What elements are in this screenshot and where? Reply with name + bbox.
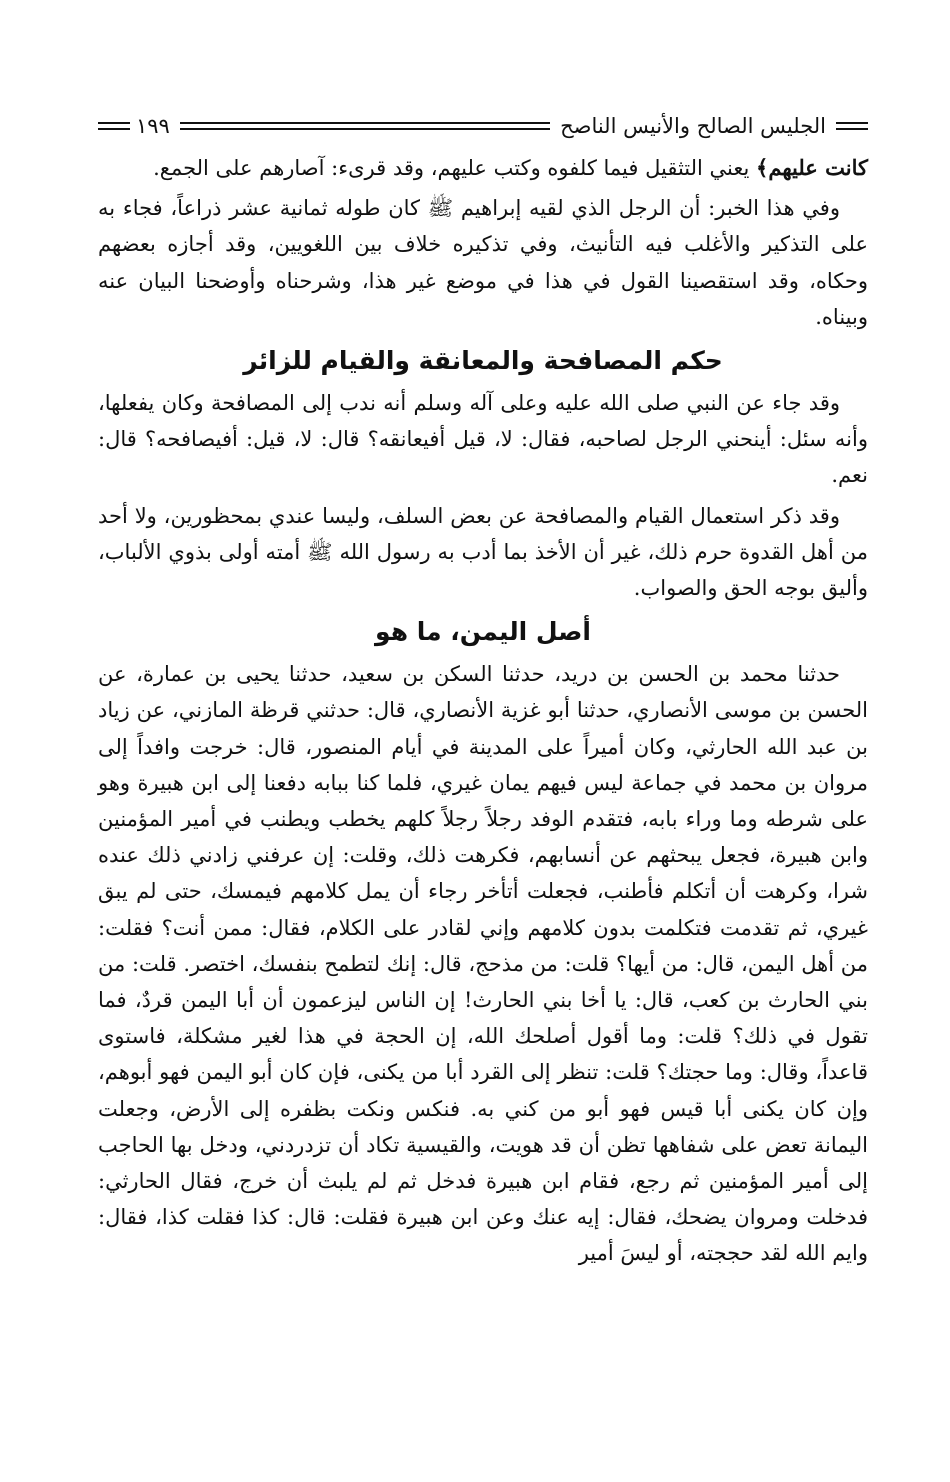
running-header (98, 108, 868, 144)
paragraph-2: وفي هذا الخبر: أن الرجل الذي لقيه إبراهيم ﷺ كان طوله ثمانية عشر ذراعاً، فجاء به على التذكير والأغلب فيه التأنيث، وفي تذكيره خلاف بين اللغويين، وقد أجازه بعضهم وحكاه، وقد استقصينا القول في هذا في موضع غير هذا، وشرحناه وأوضحنا البيان عنه وبيناه. (98, 196, 868, 329)
page-number-group (98, 114, 170, 138)
header-title-group (560, 114, 868, 138)
header-rule (180, 122, 550, 130)
paragraph-4: وقد ذكر استعمال القيام والمصافحة عن بعض السلف، وليسا عندي بمحظورين، ولا أحد من أهل القدوة حرم ذلك، غير أن الأخذ بما أدب به رسول الله ﷺ أمته أولى بذوي الألباب، وأليق بوجه الحق والصواب. (98, 503, 868, 601)
header-dash (836, 122, 868, 130)
book-title: الجليس الصالح والأنيس الناصح (560, 114, 826, 138)
paragraph-1-text: يعني التثقيل فيما كلفوه وكتب عليهم، وقد قرىء: آصارهم على الجمع. (153, 156, 757, 180)
page-number: ١٩٩ (136, 114, 170, 138)
quoted-verse-ending: كانت عليهم﴾ (756, 155, 868, 180)
header-dash-end (98, 122, 130, 130)
paragraph-1 (98, 150, 868, 186)
paragraph-5: حدثنا محمد بن الحسن بن دريد، حدثنا السكن بن سعيد، حدثنا يحيى بن عمارة، عن الحسن بن موسى الأنصاري، حدثنا أبو غزية الأنصاري، قال: حدثني قرظة المازني، عن زياد بن عبد الله الحارثي، وكان أميراً على المدينة في أيام المنصور، قال: خرجت وافداً إلى مروان بن محمد في جماعة ليس فيهم يمان غيري، فلما كنا ببابه دفعنا إلى ابن هبيرة وهو على شرطه وما وراء بابه، فتقدم الوفد رجلاً رجلاً كلهم يخطب ويطنب في أمير المؤمنين وابن هبيرة، فجعل يبحثهم عن أنسابهم، فكرهت ذلك، وقلت: إن عرفني زادني ذلك عنده شرا، وكرهت أن أتكلم فأطنب، فجعلت أتأخر رجاء أن يمل كلامهم فيمسك، حتى لم يبق غيري، ثم تقدمت فتكلمت بدون كلامهم وإني لقادر على الكلام، فقال: ممن أنت؟ فقلت: من أهل اليمن، قال: من أيها؟ قلت: من مذحج، قال: إنك لتطمح بنفسك، اختصر. قلت: من بني الحارث بن كعب، قال: يا أخا بني الحارث! إن الناس ليزعمون أن أبا اليمن قردٌ، فما تقول في ذلك؟ قلت: وما أقول أصلحك الله، إن الحجة في هذا لغير مشكلة، فاستوى قاعداً، وقال: وما حجتك؟ قلت: تنظر إلى القرد أبا من يكنى، فإن كان أبو اليمن فهو أبوهم، وإن كان يكنى أبا قيس فهو أبو من كني به. فنكس ونكت بظفره إلى الأرض، وجعلت اليمانة تعض على شفاهها تظن أن قد هويت، والقيسية تكاد أن تزدردني، ودخل بها الحاجب إلى أمير المؤمنين ثم رجع، فقام ابن هبيرة فدخل ثم لم يلبث أن خرج، فقال الحارثي: فدخلت ومروان يضحك، فقال: إيه عنك وعن ابن هبيرة فقلت: قال: كذا فقلت كذا، فقال: وايم الله لقد حججته، أو ليسَ أمير (98, 662, 868, 1266)
book-page (98, 108, 868, 1272)
paragraph-3: وقد جاء عن النبي صلى الله عليه وعلى آله وسلم أنه ندب إلى المصافحة وكان يفعلها، وأنه سئل: أينحني الرجل لصاحبه، فقال: لا، قيل أفيعانقه؟ قال: لا، قيل: أفيصافحه؟ قال: نعم. (98, 391, 868, 488)
section-heading-handshake: حكم المصافحة والمعانقة والقيام للزائر (243, 346, 723, 376)
section-heading-yemen: أصل اليمن، ما هو (375, 617, 591, 647)
